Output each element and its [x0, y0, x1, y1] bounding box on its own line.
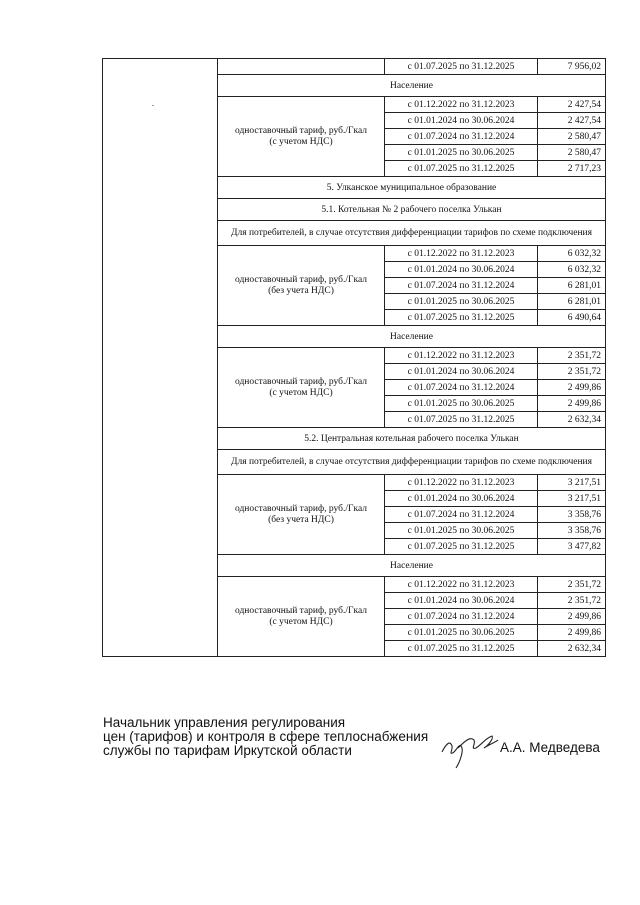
rate-type-line: (с учетом НДС) — [269, 387, 333, 398]
tariff-table — [102, 58, 606, 657]
period-cell: с 01.07.2024 по 31.12.2024 — [385, 380, 538, 396]
rate-type-cell — [218, 577, 385, 657]
period-cell: с 01.01.2025 по 30.06.2025 — [385, 145, 538, 161]
period-cell: с 01.12.2022 по 31.12.2023 — [385, 348, 538, 364]
tariff-value-cell: 3 358,76 — [538, 523, 606, 539]
tariff-value-cell: 7 956,02 — [538, 59, 606, 75]
period-cell: с 01.07.2025 по 31.12.2025 — [385, 310, 538, 326]
rate-type-line: одноставочный тариф, руб./Гкал — [234, 125, 368, 136]
empty-rate-cell — [218, 59, 385, 75]
consumer-group-heading: Население — [218, 75, 606, 97]
tariff-value-cell: 6 032,32 — [538, 262, 606, 278]
tariff-value-cell: 3 217,51 — [538, 475, 606, 491]
period-cell: с 01.01.2024 по 30.06.2024 — [385, 364, 538, 380]
tariff-value-cell: 2 717,23 — [538, 161, 606, 177]
tariff-table-body — [103, 59, 606, 657]
rate-type-cell — [218, 348, 385, 428]
rate-type-line: одноставочный тариф, руб./Гкал — [234, 274, 368, 285]
section-heading: 5. Улканское муниципальное образование — [218, 177, 606, 199]
tariff-value-cell: 2 351,72 — [538, 348, 606, 364]
tariff-value-cell: 6 032,32 — [538, 246, 606, 262]
position-line: Начальник управления регулирования — [103, 715, 346, 730]
period-cell: с 01.12.2022 по 31.12.2023 — [385, 97, 538, 113]
rate-type-line: одноставочный тариф, руб./Гкал — [234, 503, 368, 514]
period-cell: с 01.07.2024 по 31.12.2024 — [385, 129, 538, 145]
tariff-value-cell: 2 427,54 — [538, 97, 606, 113]
rate-type-line: одноставочный тариф, руб./Гкал — [234, 376, 368, 387]
period-cell: с 01.01.2024 по 30.06.2024 — [385, 262, 538, 278]
rate-type-line: (без учета НДС) — [268, 285, 334, 296]
period-cell: с 01.12.2022 по 31.12.2023 — [385, 246, 538, 262]
tariff-value-cell: 2 427,54 — [538, 113, 606, 129]
tariff-value-cell: 6 281,01 — [538, 278, 606, 294]
period-cell: с 01.07.2025 по 31.12.2025 — [385, 161, 538, 177]
handwritten-signature — [436, 722, 500, 772]
consumer-group-heading: Для потребителей, в случае отсутствия дифференциации тарифов по схеме подключения — [218, 450, 606, 475]
tariff-value-cell: 6 281,01 — [538, 294, 606, 310]
tariff-value-cell: 2 580,47 — [538, 145, 606, 161]
tariff-value-cell: 2 499,86 — [538, 380, 606, 396]
period-cell: с 01.01.2025 по 30.06.2025 — [385, 625, 538, 641]
period-cell: с 01.01.2025 по 30.06.2025 — [385, 523, 538, 539]
tariff-value-cell: 2 351,72 — [538, 593, 606, 609]
rate-type-line: (с учетом НДС) — [269, 616, 333, 627]
tariff-value-cell: 2 351,72 — [538, 577, 606, 593]
period-cell: с 01.01.2024 по 30.06.2024 — [385, 491, 538, 507]
consumer-group-heading: Для потребителей, в случае отсутствия дифференциации тарифов по схеме подключения — [218, 221, 606, 246]
rate-type-cell — [218, 246, 385, 326]
section-heading: 5.2. Центральная котельная рабочего поселка Улькан — [218, 428, 606, 450]
period-cell: с 01.07.2025 по 31.12.2025 — [385, 412, 538, 428]
period-cell: с 01.01.2024 по 30.06.2024 — [385, 593, 538, 609]
period-cell: с 01.01.2025 по 30.06.2025 — [385, 396, 538, 412]
tariff-value-cell: 2 499,86 — [538, 609, 606, 625]
rate-type-line: одноставочный тариф, руб./Гкал — [234, 605, 368, 616]
tariff-value-cell: 2 632,34 — [538, 412, 606, 428]
empty-region-cell — [103, 59, 218, 657]
rate-type-line: (без учета НДС) — [268, 514, 334, 525]
section-heading: 5.1. Котельная № 2 рабочего поселка Улькан — [218, 199, 606, 221]
tariff-value-cell: 6 490,64 — [538, 310, 606, 326]
tariff-value-cell: 2 351,72 — [538, 364, 606, 380]
period-cell: с 01.07.2024 по 31.12.2024 — [385, 507, 538, 523]
position-line: цен (тарифов) и контроля в сфере теплоснабжения — [103, 729, 429, 744]
tariff-value-cell: 2 499,86 — [538, 396, 606, 412]
tariff-value-cell: 3 358,76 — [538, 507, 606, 523]
rate-type-cell — [218, 475, 385, 555]
tariff-value-cell: 2 499,86 — [538, 625, 606, 641]
period-cell: с 01.12.2022 по 31.12.2023 — [385, 475, 538, 491]
tariff-value-cell: 2 580,47 — [538, 129, 606, 145]
period-cell: с 01.01.2025 по 30.06.2025 — [385, 294, 538, 310]
period-cell: с 01.01.2024 по 30.06.2024 — [385, 113, 538, 129]
rate-type-cell — [218, 97, 385, 177]
period-cell: с 01.12.2022 по 31.12.2023 — [385, 577, 538, 593]
period-cell: с 01.07.2024 по 31.12.2024 — [385, 609, 538, 625]
rate-type-line: (с учетом НДС) — [269, 136, 333, 147]
consumer-group-heading: Население — [218, 555, 606, 577]
signer-name: А.А. Медведева — [500, 740, 600, 755]
period-cell: с 01.07.2025 по 31.12.2025 — [385, 641, 538, 657]
period-cell: с 01.07.2024 по 31.12.2024 — [385, 278, 538, 294]
table-row — [103, 59, 606, 75]
position-line: службы по тарифам Иркутской области — [103, 743, 352, 758]
tariff-value-cell: 3 217,51 — [538, 491, 606, 507]
period-cell: с 01.07.2025 по 31.12.2025 — [385, 59, 538, 75]
tariff-value-cell: 2 632,34 — [538, 641, 606, 657]
period-cell: с 01.07.2025 по 31.12.2025 — [385, 539, 538, 555]
tariff-value-cell: 3 477,82 — [538, 539, 606, 555]
consumer-group-heading: Население — [218, 326, 606, 348]
